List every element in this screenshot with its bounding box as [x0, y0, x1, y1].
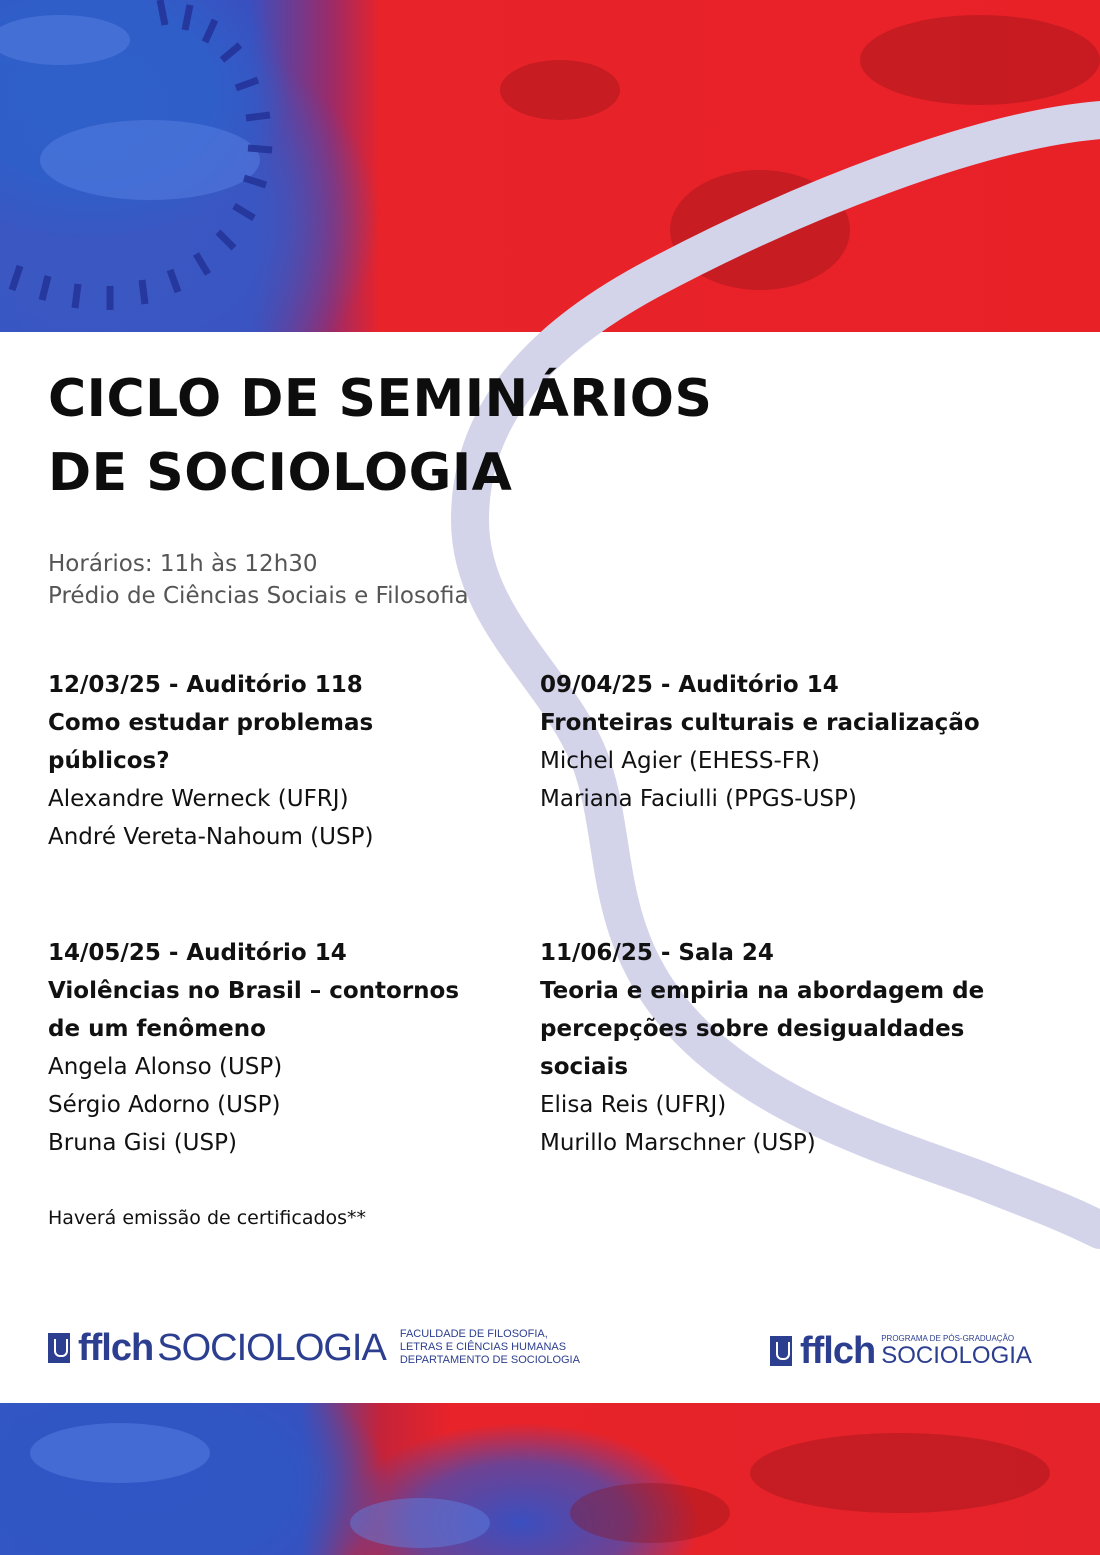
title-line-1: CICLO DE SEMINÁRIOS: [48, 369, 713, 429]
logo-word: fflch: [800, 1330, 876, 1372]
seminar-speaker: Murillo Marschner (USP): [540, 1130, 816, 1156]
logo-description: [400, 1328, 580, 1367]
seminar-speaker: André Vereta-Nahoum (USP): [48, 824, 374, 850]
fflch-sociologia-logo: [48, 1328, 580, 1367]
logo-stack: [881, 1334, 1032, 1368]
seminar-topic-line: públicos?: [48, 748, 170, 774]
seminar-3: [48, 934, 518, 1162]
seminar-topic-line: de um fenômeno: [48, 1016, 266, 1042]
seminar-topic-line: Fronteiras culturais e racialização: [540, 710, 980, 736]
seminar-speaker: Angela Alonso (USP): [48, 1054, 283, 1080]
seminar-speaker: Alexandre Werneck (UFRJ): [48, 786, 349, 812]
logo-desc-line: LETRAS E CIÊNCIAS HUMANAS: [399, 1341, 567, 1353]
schedule-text: Horários: 11h às 12h30: [48, 551, 318, 577]
logo-sub: SOCIOLOGIA: [157, 1326, 386, 1369]
seminar-header: 11/06/25 - Sala 24: [540, 940, 774, 966]
logo-desc-line: DEPARTAMENTO DE SOCIOLOGIA: [399, 1354, 580, 1366]
certificates-note: Haverá emissão de certificados**: [48, 1207, 367, 1229]
seminar-2: [540, 666, 1010, 818]
seminar-topic-line: sociais: [540, 1054, 629, 1080]
seminar-topic-line: Como estudar problemas: [48, 710, 374, 736]
seminar-topic-line: Violências no Brasil – contornos: [48, 978, 460, 1004]
seminar-speaker: Michel Agier (EHESS-FR): [540, 748, 820, 774]
location-text: Prédio de Ciências Sociais e Filosofia: [48, 583, 469, 609]
seminar-4: [540, 934, 1040, 1162]
seminar-header: 14/05/25 - Auditório 14: [48, 940, 347, 966]
seminar-speaker: Mariana Faciulli (PPGS-USP): [540, 786, 857, 812]
torch-icon: [770, 1336, 792, 1366]
logo-small: PROGRAMA DE PÓS-GRADUAÇÃO: [881, 1334, 1015, 1343]
logo-big: SOCIOLOGIA: [881, 1342, 1032, 1369]
seminar-speaker: Bruna Gisi (USP): [48, 1130, 237, 1156]
title-line-2: DE SOCIOLOGIA: [48, 443, 513, 503]
seminar-speaker: Elisa Reis (UFRJ): [540, 1092, 727, 1118]
seminar-topic-line: percepções sobre desigualdades: [540, 1016, 965, 1042]
torch-icon: [48, 1333, 70, 1363]
seminar-1: [48, 666, 518, 856]
seminar-header: 09/04/25 - Auditório 14: [540, 672, 839, 698]
seminar-speaker: Sérgio Adorno (USP): [48, 1092, 281, 1118]
page-title: [48, 362, 948, 510]
seminar-header: 12/03/25 - Auditório 118: [48, 672, 363, 698]
fflch-pos-graduacao-logo: [770, 1332, 1032, 1370]
seminar-topic-line: Teoria e empiria na abordagem de: [540, 978, 985, 1004]
logo-desc-line: FACULDADE DE FILOSOFIA,: [399, 1328, 548, 1340]
event-info: [48, 548, 469, 612]
logo-word: fflch: [78, 1326, 154, 1369]
